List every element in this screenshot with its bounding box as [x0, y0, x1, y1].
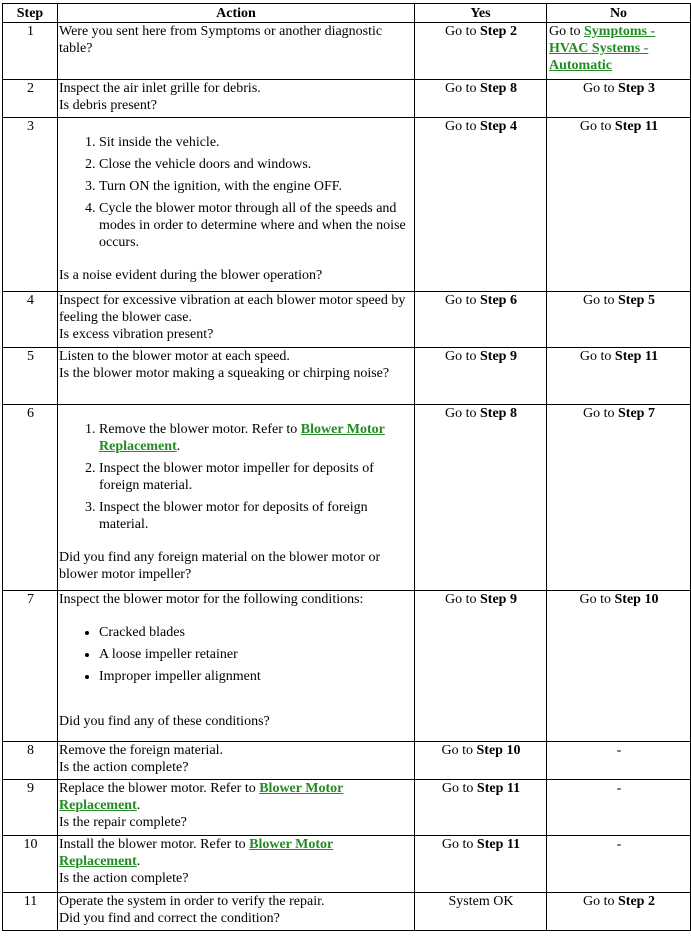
diagnostic-page	[2, 3, 691, 931]
question-text: Is debris present?	[59, 98, 157, 113]
no-cell	[547, 292, 691, 348]
no-prefix: Go to	[549, 24, 584, 39]
no-prefix: Go to	[579, 592, 615, 607]
no-cell	[547, 118, 691, 292]
table-row	[3, 742, 691, 780]
table-row	[3, 405, 691, 591]
question-text: Is the repair complete?	[59, 815, 187, 830]
symptoms-hvac-link[interactable]: Symptoms - HVAC Systems - Automatic	[549, 24, 656, 73]
no-cell	[547, 348, 691, 405]
action-text: Operate the system in order to verify the repair.	[59, 894, 325, 909]
action-text: Were you sent here from Symptoms or another diagnostic table?	[59, 24, 383, 56]
list-item: 3. Inspect the blower motor for deposits of foreign material.	[99, 499, 414, 533]
step-number: 3	[3, 118, 58, 292]
no-step-ref: Step 5	[618, 293, 655, 308]
action-text: Listen to the blower motor at each speed.	[59, 349, 290, 364]
list-item: 1. Sit inside the vehicle.	[99, 134, 414, 151]
no-step-ref: Step 11	[614, 349, 659, 364]
question-text: Is the blower motor making a squeaking or chirping noise?	[59, 366, 390, 381]
action-cell	[58, 405, 415, 591]
no-dash: -	[616, 837, 622, 852]
yes-system-ok: System OK	[448, 894, 514, 909]
yes-cell	[415, 23, 547, 80]
step-number: 6	[3, 405, 58, 591]
yes-step-ref: Step 11	[476, 837, 521, 852]
action-text-end: .	[136, 798, 141, 813]
no-prefix: Go to	[583, 81, 619, 96]
yes-prefix: Go to	[445, 81, 481, 96]
no-cell	[547, 780, 691, 836]
no-step-ref: Step 2	[618, 894, 655, 909]
yes-step-ref: Step 9	[480, 592, 517, 607]
question-text: Is excess vibration present?	[59, 327, 214, 342]
table-row	[3, 80, 691, 118]
step-number: 9	[3, 780, 58, 836]
yes-step-ref: Step 4	[480, 119, 517, 134]
header-step: Step	[3, 4, 58, 23]
yes-cell	[415, 893, 547, 931]
yes-cell	[415, 292, 547, 348]
list-item: 3. Turn ON the ignition, with the engine OFF.	[99, 178, 414, 195]
yes-prefix: Go to	[445, 119, 481, 134]
table-row	[3, 836, 691, 893]
no-dash: -	[616, 743, 622, 758]
question-text: Did you find any of these conditions?	[59, 714, 270, 729]
yes-step-ref: Step 9	[480, 349, 517, 364]
action-text: Replace the blower motor. Refer to	[59, 781, 260, 796]
list-item: 2. Inspect the blower motor impeller for deposits of foreign material.	[99, 460, 414, 494]
list-item: 2. Close the vehicle doors and windows.	[99, 156, 414, 173]
step-number: 11	[3, 893, 58, 931]
action-cell	[58, 836, 415, 893]
yes-step-ref: Step 8	[480, 81, 517, 96]
yes-prefix: Go to	[445, 24, 481, 39]
action-text: Inspect for excessive vibration at each blower motor speed by feeling the blower case.	[59, 293, 406, 325]
blower-motor-replacement-link[interactable]: Blower Motor Replacement	[99, 422, 385, 454]
yes-cell	[415, 405, 547, 591]
yes-prefix: Go to	[445, 592, 481, 607]
step-number: 1	[3, 23, 58, 80]
list-item: • Improper impeller alignment	[99, 668, 414, 685]
no-cell	[547, 742, 691, 780]
yes-step-ref: Step 8	[480, 406, 517, 421]
header-no: No	[547, 4, 691, 23]
question-text: Is the action complete?	[59, 760, 189, 775]
question-text: Is the action complete?	[59, 871, 189, 886]
yes-step-ref: Step 6	[480, 293, 517, 308]
no-cell	[547, 405, 691, 591]
no-cell	[547, 591, 691, 742]
no-cell	[547, 23, 691, 80]
no-prefix: Go to	[583, 293, 619, 308]
yes-cell	[415, 591, 547, 742]
table-row	[3, 23, 691, 80]
action-text: Remove the foreign material.	[59, 743, 224, 758]
action-cell	[58, 780, 415, 836]
no-step-ref: Step 10	[614, 592, 659, 607]
yes-cell	[415, 118, 547, 292]
yes-cell	[415, 742, 547, 780]
table-row	[3, 893, 691, 931]
action-cell	[58, 348, 415, 405]
yes-prefix: Go to	[445, 293, 481, 308]
action-text: Install the blower motor. Refer to	[59, 837, 250, 852]
list-item: • A loose impeller retainer	[99, 646, 414, 663]
procedure-list	[59, 421, 414, 533]
no-prefix: Go to	[583, 406, 619, 421]
no-cell	[547, 893, 691, 931]
step-number: 2	[3, 80, 58, 118]
no-cell	[547, 80, 691, 118]
action-cell	[58, 591, 415, 742]
step-number: 8	[3, 742, 58, 780]
header-row	[3, 4, 691, 23]
table-row	[3, 780, 691, 836]
no-prefix: Go to	[579, 119, 615, 134]
yes-step-ref: Step 11	[476, 781, 521, 796]
yes-cell	[415, 836, 547, 893]
no-dash: -	[616, 781, 622, 796]
question-text: Did you find and correct the condition?	[59, 911, 280, 926]
action-cell	[58, 118, 415, 292]
table-row	[3, 118, 691, 292]
question-text: Did you find any foreign material on the blower motor or blower motor impeller?	[59, 550, 381, 582]
header-yes: Yes	[415, 4, 547, 23]
action-cell	[58, 742, 415, 780]
list-item-end: .	[176, 439, 181, 454]
action-text: Inspect the air inlet grille for debris.	[59, 81, 261, 96]
list-item	[99, 421, 414, 455]
table-row	[3, 591, 691, 742]
no-step-ref: Step 7	[618, 406, 655, 421]
yes-cell	[415, 80, 547, 118]
action-cell	[58, 292, 415, 348]
yes-step-ref: Step 2	[480, 24, 517, 39]
step-number: 10	[3, 836, 58, 893]
no-step-ref: Step 11	[614, 119, 659, 134]
blower-motor-replacement-link[interactable]: Blower Motor Replacement	[59, 781, 344, 813]
yes-prefix: Go to	[445, 349, 481, 364]
action-text-end: .	[136, 854, 141, 869]
yes-cell	[415, 348, 547, 405]
conditions-list	[59, 624, 414, 685]
list-item: 4. Cycle the blower motor through all of the speeds and modes in order to determine where and when the noise occurs.	[99, 200, 414, 251]
yes-cell	[415, 780, 547, 836]
yes-prefix: Go to	[441, 781, 477, 796]
yes-prefix: Go to	[441, 837, 477, 852]
table-row	[3, 348, 691, 405]
yes-step-ref: Step 10	[476, 743, 521, 758]
no-prefix: Go to	[583, 894, 619, 909]
step-number: 7	[3, 591, 58, 742]
list-item-text: Remove the blower motor. Refer to	[99, 422, 301, 437]
action-cell	[58, 23, 415, 80]
no-cell	[547, 836, 691, 893]
table-row	[3, 292, 691, 348]
action-cell	[58, 893, 415, 931]
action-text: Inspect the blower motor for the following conditions:	[59, 592, 364, 607]
list-item: • Cracked blades	[99, 624, 414, 641]
no-step-ref: Step 3	[618, 81, 655, 96]
blower-motor-replacement-link[interactable]: Blower Motor Replacement	[59, 837, 334, 869]
no-prefix: Go to	[579, 349, 615, 364]
question-text: Is a noise evident during the blower operation?	[59, 268, 323, 283]
procedure-list	[59, 134, 414, 251]
step-number: 5	[3, 348, 58, 405]
header-action: Action	[58, 4, 415, 23]
yes-prefix: Go to	[445, 406, 481, 421]
action-cell	[58, 80, 415, 118]
diagnostic-table	[2, 3, 691, 931]
yes-prefix: Go to	[441, 743, 477, 758]
step-number: 4	[3, 292, 58, 348]
